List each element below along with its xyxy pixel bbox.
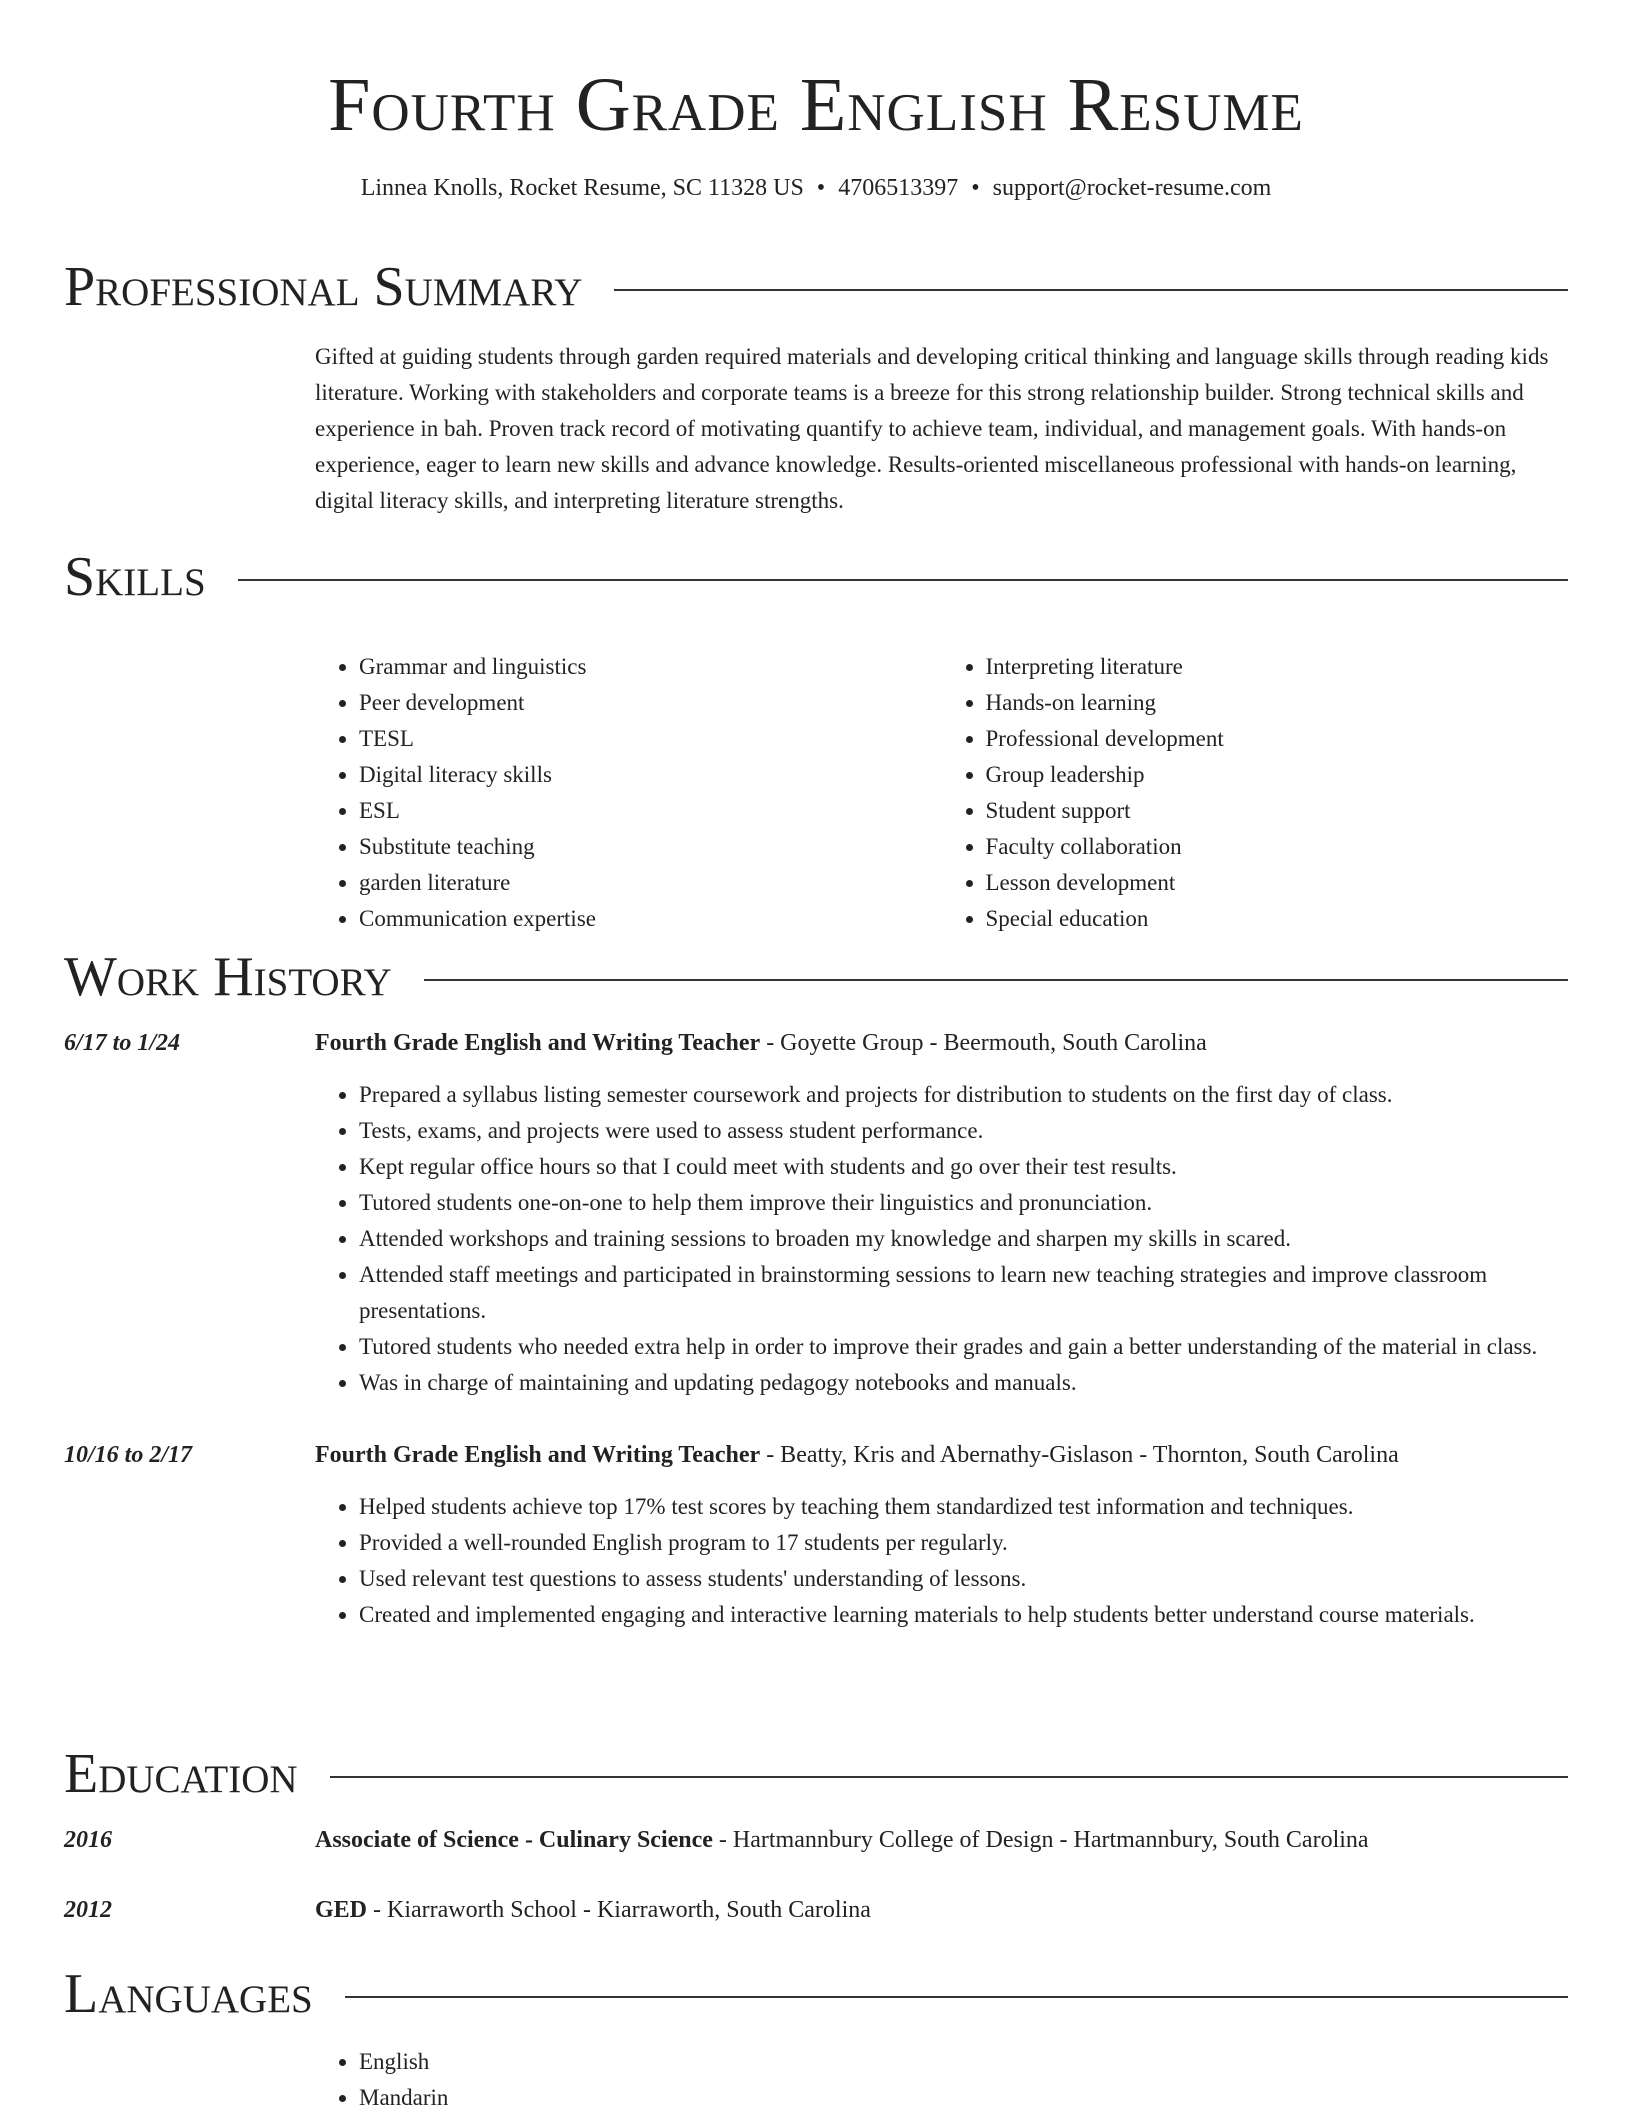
skills-list-right [942,649,1569,937]
job-bullet: • Prepared a syllabus listing semester coursework and projects for distribution to students on the first day of class. [359,1077,1568,1113]
skill-item: • Digital literacy skills [359,757,942,793]
summary-header [64,255,1568,319]
work-history-header [64,945,1568,1009]
job-bullet: • Attended staff meetings and participated in brainstorming sessions to learn new teaching strategies and improve classroom presentations. [359,1257,1568,1329]
language-item: • English [359,2044,1568,2080]
skill-item: • Hands-on learning [986,685,1569,721]
skill-item: • Grammar and linguistics [359,649,942,685]
skill-item: • ESL [359,793,942,829]
job-bullet: • Created and implemented engaging and interactive learning materials to help students better understand course materials. [359,1597,1568,1633]
skills-section [64,545,1568,937]
education-heading-line [315,1822,1568,1858]
contact-separator: • [971,175,980,201]
contact-line [64,172,1568,204]
skill-item: • Lesson development [986,865,1569,901]
job-bullet: • Tutored students who needed extra help in order to improve their grades and gain a better understanding of the material in class. [359,1329,1568,1365]
skills-grid [315,649,1568,937]
languages-header [64,1962,1568,2026]
work-history-heading: Work History [64,946,392,1008]
job-bullet: • Tests, exams, and projects were used to assess student performance. [359,1113,1568,1149]
job-bullet: • Kept regular office hours so that I could meet with students and go over their test results. [359,1149,1568,1185]
languages-section [64,1962,1568,2116]
skill-item: • garden literature [359,865,942,901]
job-bullet: • Tutored students one-on-one to help them improve their linguistics and pronunciation. [359,1185,1568,1221]
job-employer: - Goyette Group - Beermouth, South Carolina [760,1030,1207,1056]
language-item: • Mandarin [359,2080,1568,2116]
summary-heading: Professional Summary [64,256,583,318]
section-divider [424,979,1568,981]
skills-list-left [315,649,942,937]
education-degree: GED [315,1897,368,1923]
education-heading-line [315,1892,1568,1928]
contact-email: support@rocket-resume.com [992,175,1272,201]
job-heading [315,1437,1568,1473]
skill-item: • Faculty collaboration [986,829,1569,865]
education-year: 2012 [64,1897,112,1923]
job-dates: 6/17 to 1/24 [64,1030,181,1056]
education-school: - Kiarraworth School - Kiarraworth, South Carolina [367,1897,871,1923]
job-entry [64,1025,1568,1401]
contact-separator: • [816,175,826,201]
skill-item: • TESL [359,721,942,757]
education-section [64,1742,1568,1928]
education-school: - Hartmannbury College of Design - Hartmannbury, South Carolina [712,1827,1369,1853]
section-divider [614,289,1568,291]
job-employer: - Beatty, Kris and Abernathy-Gislason - Thornton, South Carolina [760,1442,1399,1468]
skill-item: • Professional development [986,721,1569,757]
summary-body [315,339,1568,519]
job-heading [315,1025,1568,1061]
skill-item: • Communication expertise [359,901,942,937]
job-body [315,1025,1568,1401]
section-divider [345,1996,1568,1998]
job-bullet: • Attended workshops and training sessions to broaden my knowledge and sharpen my skills in scared. [359,1221,1568,1257]
job-title: Fourth Grade English and Writing Teacher [315,1442,761,1468]
education-degree: Associate of Science - Culinary Science [315,1827,713,1853]
education-entry [64,1892,1568,1928]
job-dates: 10/16 to 2/17 [64,1442,193,1468]
education-header [64,1742,1568,1806]
languages-heading: Languages [64,1963,313,2025]
job-bullet: • Was in charge of maintaining and updating pedagogy notebooks and manuals. [359,1365,1568,1401]
education-heading: Education [64,1743,298,1805]
job-body [315,1437,1568,1633]
skill-item: • Interpreting literature [986,649,1569,685]
skill-item: • Student support [986,793,1569,829]
job-bullets [315,1077,1568,1401]
education-year: 2016 [64,1827,112,1853]
resume-page [64,0,1568,2110]
skill-item: • Peer development [359,685,942,721]
job-bullet: • Used relevant test questions to assess students' understanding of lessons. [359,1561,1568,1597]
skill-item: • Substitute teaching [359,829,942,865]
job-bullet: • Provided a well-rounded English program to 17 students per regularly. [359,1525,1568,1561]
contact-phone: 4706513397 [838,175,959,201]
skills-heading: Skills [64,546,206,608]
resume-title: Fourth Grade English Resume [328,63,1304,147]
contact-address: Linnea Knolls, Rocket Resume, SC 11328 US [360,175,804,201]
summary-text: Gifted at guiding students through garden required materials and developing critical thinking and language skills through reading kids literature. Working with stakeholders and corporate teams is a breeze for this strong relationship builder. Strong technical skills and experience in bah. Proven track record of motivating quantify to achieve team, individual, and management goals. With hands-on experience, eager to learn new skills and advance knowledge. Results-oriented miscellaneous professional with hands-on learning, digital literacy skills, and interpreting literature strengths. [315,344,1549,513]
languages-list [315,2044,1568,2116]
work-history-section [64,945,1568,1633]
education-entry [64,1822,1568,1858]
job-title: Fourth Grade English and Writing Teacher [315,1030,761,1056]
job-bullet: • Helped students achieve top 17% test scores by teaching them standardized test information and techniques. [359,1489,1568,1525]
section-divider [330,1776,1568,1778]
section-divider [238,579,1568,581]
skill-item: • Special education [986,901,1569,937]
job-entry [64,1437,1568,1633]
skill-item: • Group leadership [986,757,1569,793]
job-bullets [315,1489,1568,1633]
summary-section [64,255,1568,519]
skills-header [64,545,1568,609]
